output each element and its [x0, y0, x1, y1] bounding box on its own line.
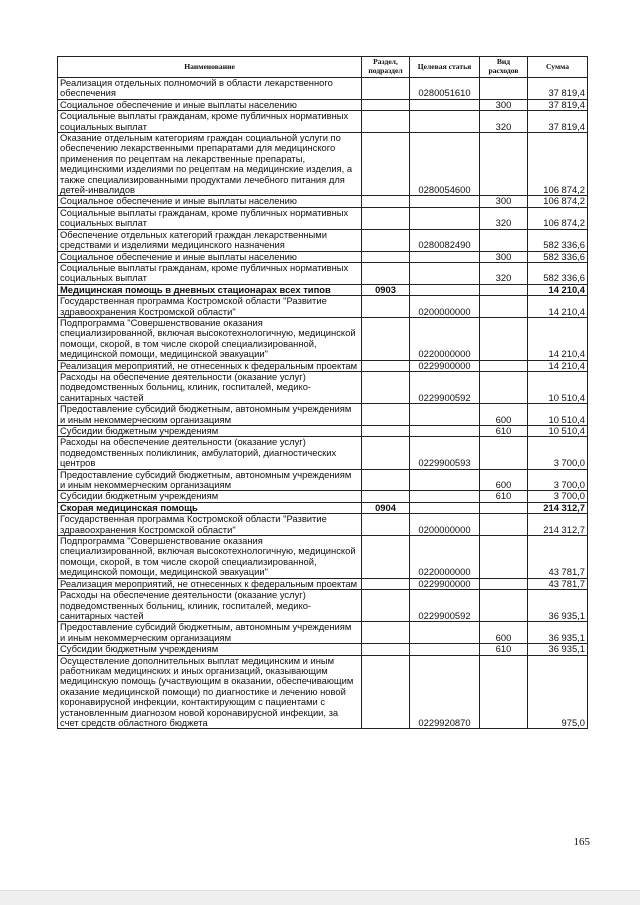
cell-sum: 14 210,4 [528, 317, 588, 360]
cell-target [410, 491, 480, 502]
header-section: Раздел, подраздел [362, 57, 410, 78]
cell-target: 0229900592 [410, 371, 480, 403]
cell-target: 0229900593 [410, 437, 480, 469]
table-row [58, 404, 588, 426]
cell-section [362, 196, 410, 207]
cell-sum: 37 819,4 [528, 78, 588, 100]
cell-target [410, 502, 480, 513]
cell-target: 0220000000 [410, 536, 480, 579]
cell-target [410, 207, 480, 229]
cell-target [410, 99, 480, 110]
cell-sum: 37 819,4 [528, 111, 588, 133]
cell-target: 0229920870 [410, 655, 480, 729]
cell-kind [480, 536, 528, 579]
cell-name: Социальные выплаты гражданам, кроме публичных нормативных социальных выплат [58, 111, 362, 133]
cell-sum: 214 312,7 [528, 502, 588, 513]
cell-kind: 610 [480, 491, 528, 502]
cell-kind [480, 78, 528, 100]
header-target: Целевая статья [410, 57, 480, 78]
table-row [58, 426, 588, 437]
cell-kind: 300 [480, 196, 528, 207]
cell-name: Социальные выплаты гражданам, кроме публичных нормативных социальных выплат [58, 207, 362, 229]
table-header [58, 57, 588, 78]
cell-sum: 106 874,2 [528, 133, 588, 196]
cell-target [410, 404, 480, 426]
cell-target: 0229900000 [410, 578, 480, 589]
cell-target [410, 251, 480, 262]
cell-sum: 10 510,4 [528, 426, 588, 437]
cell-section [362, 99, 410, 110]
table-row [58, 78, 588, 100]
cell-name: Расходы на обеспечение деятельности (оказание услуг) подведомственных больниц, клиник, госпиталей, медико-санитарных частей [58, 590, 362, 622]
cell-name: Субсидии бюджетным учреждениям [58, 644, 362, 655]
cell-section [362, 437, 410, 469]
cell-sum: 10 510,4 [528, 371, 588, 403]
cell-section [362, 578, 410, 589]
cell-sum: 36 935,1 [528, 590, 588, 622]
table-row [58, 578, 588, 589]
table-row [58, 196, 588, 207]
table-row [58, 622, 588, 644]
cell-section [362, 207, 410, 229]
table-row [58, 296, 588, 318]
scan-bottom-band [0, 890, 640, 905]
cell-kind [480, 296, 528, 318]
cell-sum: 14 210,4 [528, 360, 588, 371]
cell-name: Реализация мероприятий, не отнесенных к федеральным проектам [58, 360, 362, 371]
cell-target [410, 426, 480, 437]
table-row [58, 536, 588, 579]
cell-sum: 14 210,4 [528, 284, 588, 295]
cell-sum: 3 700,0 [528, 469, 588, 491]
cell-target [410, 196, 480, 207]
cell-sum: 975,0 [528, 655, 588, 729]
cell-kind [480, 437, 528, 469]
table-row [58, 590, 588, 622]
table-row [58, 262, 588, 284]
table-row [58, 437, 588, 469]
table-row [58, 99, 588, 110]
cell-sum: 3 700,0 [528, 491, 588, 502]
cell-sum: 37 819,4 [528, 99, 588, 110]
cell-section [362, 536, 410, 579]
cell-kind: 610 [480, 644, 528, 655]
cell-section [362, 514, 410, 536]
header-kind: Вид расходов [480, 57, 528, 78]
cell-sum: 43 781,7 [528, 578, 588, 589]
cell-name: Предоставление субсидий бюджетным, автономным учреждениям и иным некоммерческим организациям [58, 622, 362, 644]
cell-sum: 106 874,2 [528, 196, 588, 207]
cell-name: Подпрограмма "Совершенствование оказания специализированной, включая высокотехнологичную, медицинской помощи, скорой, в том числе скорой специализированной, медицинской помощи, медицинской эвакуации" [58, 536, 362, 579]
cell-kind: 600 [480, 404, 528, 426]
cell-name: Оказание отдельным категориям граждан социальной услуги по обеспечению лекарственными препаратами для медицинского применения по рецептам на лекарственные препараты, медицинскими изделиями по рецептам на медицинские изделия, а также специализированными продуктами лечебного питания для детей-инвалидов [58, 133, 362, 196]
budget-sheet [57, 56, 587, 729]
cell-target: 0200000000 [410, 514, 480, 536]
table-row [58, 644, 588, 655]
cell-target: 0229900592 [410, 590, 480, 622]
cell-target [410, 622, 480, 644]
cell-section [362, 622, 410, 644]
table-row [58, 469, 588, 491]
table-body [58, 78, 588, 729]
cell-kind: 320 [480, 207, 528, 229]
table-row [58, 317, 588, 360]
cell-name: Субсидии бюджетным учреждениям [58, 426, 362, 437]
cell-sum: 3 700,0 [528, 437, 588, 469]
cell-sum: 14 210,4 [528, 296, 588, 318]
cell-kind [480, 655, 528, 729]
cell-kind [480, 284, 528, 295]
cell-target: 0229900000 [410, 360, 480, 371]
cell-sum: 36 935,1 [528, 622, 588, 644]
table-row [58, 284, 588, 295]
table-row [58, 371, 588, 403]
cell-kind: 600 [480, 622, 528, 644]
cell-name: Социальное обеспечение и иные выплаты населению [58, 196, 362, 207]
cell-name: Социальные выплаты гражданам, кроме публичных нормативных социальных выплат [58, 262, 362, 284]
cell-section [362, 78, 410, 100]
table-row [58, 133, 588, 196]
table-row [58, 491, 588, 502]
cell-name: Реализация мероприятий, не отнесенных к федеральным проектам [58, 578, 362, 589]
table-row [58, 251, 588, 262]
cell-kind [480, 133, 528, 196]
table-row [58, 229, 588, 251]
cell-kind [480, 371, 528, 403]
cell-name: Подпрограмма "Совершенствование оказания специализированной, включая высокотехнологичную, медицинской помощи, скорой, в том числе скорой специализированной, медицинской помощи, медицинской эвакуации" [58, 317, 362, 360]
cell-target [410, 469, 480, 491]
cell-section [362, 133, 410, 196]
cell-sum: 10 510,4 [528, 404, 588, 426]
cell-sum: 582 336,6 [528, 251, 588, 262]
cell-target: 0280082490 [410, 229, 480, 251]
cell-kind: 600 [480, 469, 528, 491]
table-row [58, 655, 588, 729]
cell-section [362, 296, 410, 318]
cell-section [362, 590, 410, 622]
cell-section [362, 426, 410, 437]
cell-kind: 300 [480, 251, 528, 262]
cell-sum: 43 781,7 [528, 536, 588, 579]
cell-name: Социальное обеспечение и иные выплаты населению [58, 99, 362, 110]
cell-name: Предоставление субсидий бюджетным, автономным учреждениям и иным некоммерческим организациям [58, 404, 362, 426]
cell-kind [480, 578, 528, 589]
cell-name: Государственная программа Костромской области "Развитие здравоохранения Костромской области" [58, 296, 362, 318]
cell-name: Предоставление субсидий бюджетным, автономным учреждениям и иным некоммерческим организациям [58, 469, 362, 491]
cell-sum: 582 336,6 [528, 229, 588, 251]
cell-sum: 582 336,6 [528, 262, 588, 284]
cell-section [362, 469, 410, 491]
header-row [58, 57, 588, 78]
cell-target: 0220000000 [410, 317, 480, 360]
cell-name: Расходы на обеспечение деятельности (оказание услуг) подведомственных больниц, клиник, госпиталей, медико-санитарных частей [58, 371, 362, 403]
cell-sum: 106 874,2 [528, 207, 588, 229]
cell-name: Расходы на обеспечение деятельности (оказание услуг) подведомственных поликлиник, амбулаторий, диагностических центров [58, 437, 362, 469]
cell-kind: 320 [480, 111, 528, 133]
cell-kind: 300 [480, 99, 528, 110]
cell-kind [480, 229, 528, 251]
cell-name: Медицинская помощь в дневных стационарах всех типов [58, 284, 362, 295]
cell-section [362, 229, 410, 251]
cell-section: 0903 [362, 284, 410, 295]
cell-kind [480, 502, 528, 513]
cell-kind: 610 [480, 426, 528, 437]
table-row [58, 207, 588, 229]
header-sum: Сумма [528, 57, 588, 78]
cell-name: Осуществление дополнительных выплат медицинским и иным работникам медицинских и иных организаций, оказывающим медицинскую помощь (участвующим в оказании, обеспечивающим оказание медицинской помощи) по диагностике и лечению новой коронавирусной инфекции, контактирующим с пациентами с установленным диагнозом новой коронавирусной инфекции, за счет средств областного бюджета [58, 655, 362, 729]
cell-target [410, 262, 480, 284]
cell-name: Социальное обеспечение и иные выплаты населению [58, 251, 362, 262]
table-row [58, 360, 588, 371]
page-number: 165 [573, 836, 590, 848]
budget-table [57, 56, 588, 729]
cell-target [410, 111, 480, 133]
table-row [58, 502, 588, 513]
cell-sum: 36 935,1 [528, 644, 588, 655]
cell-section [362, 360, 410, 371]
cell-kind [480, 590, 528, 622]
cell-name: Обеспечение отдельных категорий граждан лекарственными средствами и изделиями медицинского назначения [58, 229, 362, 251]
cell-section [362, 491, 410, 502]
cell-section [362, 262, 410, 284]
table-row [58, 514, 588, 536]
cell-target: 0280054600 [410, 133, 480, 196]
cell-section [362, 644, 410, 655]
cell-target: 0200000000 [410, 296, 480, 318]
cell-target [410, 644, 480, 655]
header-name: Наименование [58, 57, 362, 78]
table-row [58, 111, 588, 133]
cell-target: 0280051610 [410, 78, 480, 100]
cell-kind [480, 317, 528, 360]
cell-section [362, 655, 410, 729]
cell-kind [480, 514, 528, 536]
cell-name: Государственная программа Костромской области "Развитие здравоохранения Костромской области" [58, 514, 362, 536]
cell-target [410, 284, 480, 295]
cell-sum: 214 312,7 [528, 514, 588, 536]
cell-kind: 320 [480, 262, 528, 284]
cell-name: Субсидии бюджетным учреждениям [58, 491, 362, 502]
cell-kind [480, 360, 528, 371]
cell-name: Реализация отдельных полномочий в области лекарственного обеспечения [58, 78, 362, 100]
cell-section [362, 251, 410, 262]
cell-section: 0904 [362, 502, 410, 513]
cell-section [362, 404, 410, 426]
cell-section [362, 371, 410, 403]
cell-section [362, 111, 410, 133]
cell-name: Скорая медицинская помощь [58, 502, 362, 513]
cell-section [362, 317, 410, 360]
